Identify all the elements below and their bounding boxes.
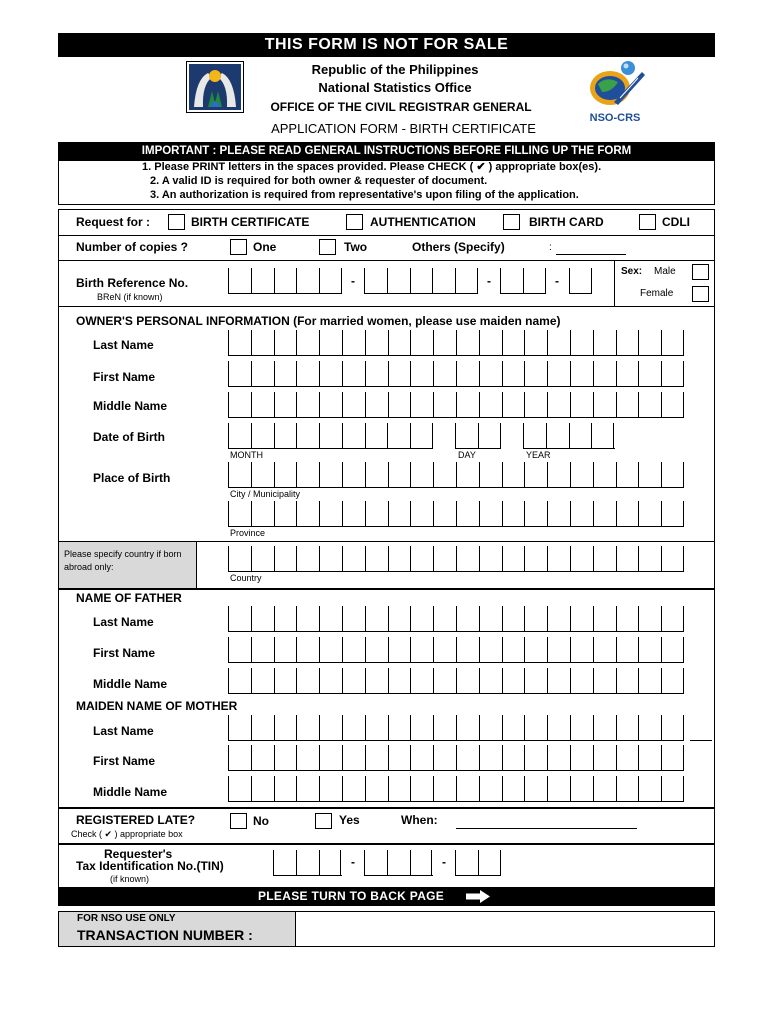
mother-last-name-field[interactable] bbox=[228, 715, 684, 741]
bref-label: Birth Reference No. bbox=[76, 276, 189, 290]
late-no-checkbox[interactable] bbox=[230, 813, 247, 829]
mother-middle-name-label: Middle Name bbox=[93, 785, 168, 799]
birth-certificate-checkbox[interactable] bbox=[168, 214, 185, 230]
owner-pob-province-label: Province bbox=[230, 528, 266, 538]
father-first-name-field[interactable] bbox=[228, 637, 684, 663]
copies-two-checkbox[interactable] bbox=[319, 239, 336, 255]
mother-first-name-field[interactable] bbox=[228, 745, 684, 771]
authentication-label: AUTHENTICATION bbox=[370, 215, 476, 229]
late-yes-checkbox[interactable] bbox=[315, 813, 332, 829]
cdli-label: CDLI bbox=[662, 215, 690, 229]
late-no-label: No bbox=[253, 814, 269, 828]
bref-dash-1: - bbox=[351, 274, 355, 288]
owner-first-name-field[interactable] bbox=[228, 361, 684, 387]
bref-group-4[interactable] bbox=[569, 268, 592, 294]
right-arrow-icon bbox=[465, 890, 491, 908]
bref-group-1[interactable] bbox=[228, 268, 342, 294]
header-republic: Republic of the Philippines bbox=[311, 62, 479, 77]
copies-others-field[interactable] bbox=[556, 254, 626, 255]
nso-use-label: FOR NSO USE ONLY bbox=[77, 913, 176, 924]
father-last-name-label: Last Name bbox=[93, 615, 154, 629]
sex-female-label: Female bbox=[640, 288, 674, 299]
abroad-note: Please specify country if born abroad only: bbox=[64, 549, 182, 572]
tin-group-3[interactable] bbox=[455, 850, 501, 876]
owner-dob-month-label: MONTH bbox=[230, 450, 263, 460]
copies-label: Number of copies ? bbox=[76, 240, 189, 254]
mother-middle-name-field[interactable] bbox=[228, 776, 684, 802]
father-middle-name-field[interactable] bbox=[228, 668, 684, 694]
instruction-2: 2. A valid ID is required for both owner & requester of document. bbox=[150, 175, 488, 187]
father-middle-name-label: Middle Name bbox=[93, 677, 168, 691]
sex-male-label: Male bbox=[654, 266, 676, 277]
owner-first-name-label: First Name bbox=[93, 370, 156, 384]
instruction-1: 1. Please PRINT letters in the spaces provided. Please CHECK ( ✔ ) appropriate box(es). bbox=[142, 161, 602, 173]
copies-one-label: One bbox=[253, 240, 277, 254]
owner-dob-day-label: DAY bbox=[458, 450, 476, 460]
page-title: APPLICATION FORM - BIRTH CERTIFICATE bbox=[271, 121, 536, 136]
instruction-3: 3. An authorization is required from representative's upon filing of the application. bbox=[150, 189, 579, 201]
tin-group-1[interactable] bbox=[273, 850, 342, 876]
transaction-number-label: TRANSACTION NUMBER : bbox=[77, 927, 253, 943]
owner-pob-label: Place of Birth bbox=[93, 471, 171, 485]
birth-certificate-label: BIRTH CERTIFICATE bbox=[191, 215, 310, 229]
bref-sublabel: BReN (if known) bbox=[97, 292, 163, 302]
bref-group-3[interactable] bbox=[500, 268, 546, 294]
bref-dash-2: - bbox=[487, 274, 491, 288]
owner-dob-year-field[interactable] bbox=[523, 423, 615, 449]
sex-female-checkbox[interactable] bbox=[692, 286, 709, 302]
owner-dob-label: Date of Birth bbox=[93, 430, 165, 444]
birth-card-checkbox[interactable] bbox=[503, 214, 520, 230]
owner-last-name-label: Last Name bbox=[93, 338, 154, 352]
copies-others-colon: : bbox=[549, 242, 552, 253]
registered-late-label: REGISTERED LATE? bbox=[76, 813, 196, 827]
tin-dash-1: - bbox=[351, 855, 355, 869]
owner-pob-city-label: City / Municipality bbox=[230, 489, 301, 499]
father-last-name-field[interactable] bbox=[228, 606, 684, 632]
owner-middle-name-label: Middle Name bbox=[93, 399, 168, 413]
father-first-name-label: First Name bbox=[93, 646, 156, 660]
owner-middle-name-field[interactable] bbox=[228, 392, 684, 418]
tin-line-3: (if known) bbox=[110, 874, 150, 884]
header-ocrg: OFFICE OF THE CIVIL REGISTRAR GENERAL bbox=[270, 100, 532, 114]
owner-dob-year-label: YEAR bbox=[526, 450, 551, 460]
tin-line-1: Requester's bbox=[104, 847, 173, 861]
late-yes-label: Yes bbox=[339, 813, 360, 827]
bref-group-2[interactable] bbox=[364, 268, 478, 294]
mother-section-title: MAIDEN NAME OF MOTHER bbox=[76, 699, 238, 713]
copies-others-label: Others (Specify) bbox=[412, 240, 505, 254]
copies-two-label: Two bbox=[344, 240, 368, 254]
owner-country-label: Country bbox=[230, 573, 262, 583]
owner-pob-province-field[interactable] bbox=[228, 501, 684, 527]
owner-last-name-field[interactable] bbox=[228, 330, 684, 356]
mother-last-name-label: Last Name bbox=[93, 724, 154, 738]
late-when-label: When: bbox=[401, 813, 438, 827]
request-for-label: Request for : bbox=[76, 215, 151, 229]
copies-one-checkbox[interactable] bbox=[230, 239, 247, 255]
owner-section-title: OWNER'S PERSONAL INFORMATION (For married women, please use maiden name) bbox=[76, 314, 561, 328]
owner-country-field[interactable] bbox=[228, 546, 684, 572]
late-when-field[interactable] bbox=[456, 828, 637, 829]
owner-dob-day-field[interactable] bbox=[455, 423, 501, 449]
mother-last-name-extra-line bbox=[690, 740, 712, 741]
nso-crs-logo bbox=[584, 58, 646, 128]
bref-dash-3: - bbox=[555, 274, 559, 288]
registered-late-sublabel: Check ( ✔ ) appropriate box bbox=[71, 829, 183, 839]
nso-seal-logo bbox=[186, 61, 244, 113]
nso-crs-logo-text: NSO-CRS bbox=[589, 112, 641, 124]
owner-pob-city-field[interactable] bbox=[228, 462, 684, 488]
important-bar: IMPORTANT : PLEASE READ GENERAL INSTRUCTIONS BEFORE FILLING UP THE FORM bbox=[58, 142, 715, 160]
transaction-number-field[interactable] bbox=[297, 912, 714, 946]
authentication-checkbox[interactable] bbox=[346, 214, 363, 230]
sex-label: Sex: bbox=[621, 266, 643, 277]
not-for-sale-banner: THIS FORM IS NOT FOR SALE bbox=[58, 33, 715, 57]
owner-dob-month-field[interactable] bbox=[228, 423, 433, 449]
sex-male-checkbox[interactable] bbox=[692, 264, 709, 280]
tin-group-2[interactable] bbox=[364, 850, 433, 876]
cdli-checkbox[interactable] bbox=[639, 214, 656, 230]
turn-page-text: PLEASE TURN TO BACK PAGE bbox=[258, 889, 445, 903]
tin-line-2: Tax Identification No.(TIN) bbox=[76, 859, 224, 873]
father-section-title: NAME OF FATHER bbox=[76, 591, 182, 605]
tin-dash-2: - bbox=[442, 855, 446, 869]
mother-first-name-label: First Name bbox=[93, 754, 156, 768]
header-nso: National Statistics Office bbox=[318, 80, 472, 95]
birth-card-label: BIRTH CARD bbox=[529, 215, 604, 229]
